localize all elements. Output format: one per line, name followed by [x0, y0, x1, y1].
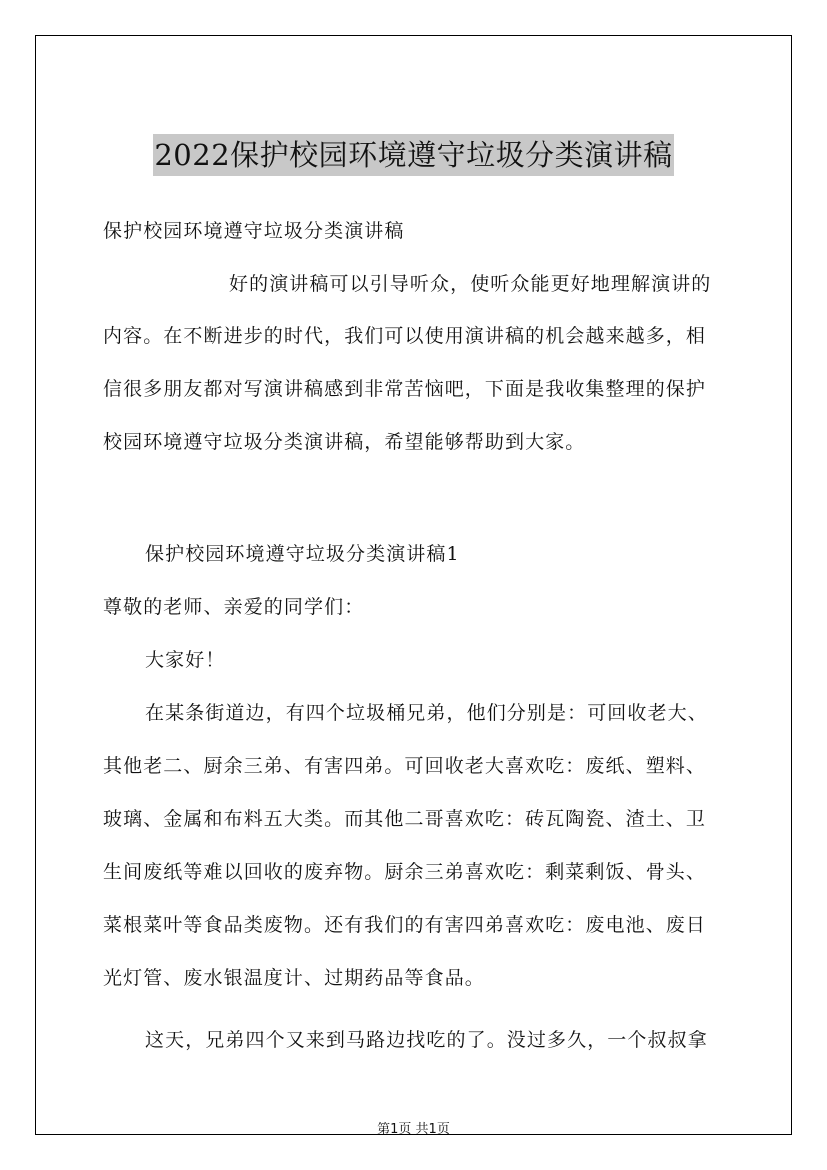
- salutation-line: 尊敬的老师、亲爱的同学们：: [103, 596, 365, 618]
- paragraph-line: 这天，兄弟四个又来到马路边找吃的了。没过多久，一个叔叔拿: [145, 1029, 708, 1051]
- paragraph-line: 光灯管、废水银温度计、过期药品等食品。: [103, 967, 485, 989]
- document-page: [35, 35, 792, 1135]
- document-title-wrap: [36, 134, 791, 176]
- paragraph-line: 校园环境遵守垃圾分类演讲稿，希望能够帮助到大家。: [103, 431, 586, 453]
- paragraph-line: 生间废纸等难以回收的废弃物。厨余三弟喜欢吃：剩菜剩饭、骨头、: [103, 861, 707, 883]
- document-title: 2022保护校园环境遵守垃圾分类演讲稿: [153, 134, 673, 176]
- paragraph-line: 内容。在不断进步的时代，我们可以使用演讲稿的机会越来越多，相: [103, 325, 707, 347]
- paragraph-line: 信很多朋友都对写演讲稿感到非常苦恼吧，下面是我收集整理的保护: [103, 378, 707, 400]
- paragraph-line: 其他老二、厨余三弟、有害四弟。可回收老大喜欢吃：废纸、塑料、: [103, 755, 707, 777]
- paragraph-line: 好的演讲稿可以引导听众，使听众能更好地理解演讲的: [229, 273, 712, 295]
- subtitle-line: 保护校园环境遵守垃圾分类演讲稿: [103, 220, 405, 242]
- greeting-line: 大家好！: [145, 649, 226, 671]
- page-number: 第1页 共1页: [377, 1122, 450, 1137]
- paragraph-line: 在某条街道边，有四个垃圾桶兄弟，他们分别是：可回收老大、: [145, 702, 708, 724]
- section-heading: 保护校园环境遵守垃圾分类演讲稿1: [145, 543, 460, 565]
- paragraph-line: 菜根菜叶等食品类废物。还有我们的有害四弟喜欢吃：废电池、废日: [103, 914, 707, 936]
- paragraph-line: 玻璃、金属和布料五大类。而其他二哥喜欢吃：砖瓦陶瓷、渣土、卫: [103, 808, 707, 830]
